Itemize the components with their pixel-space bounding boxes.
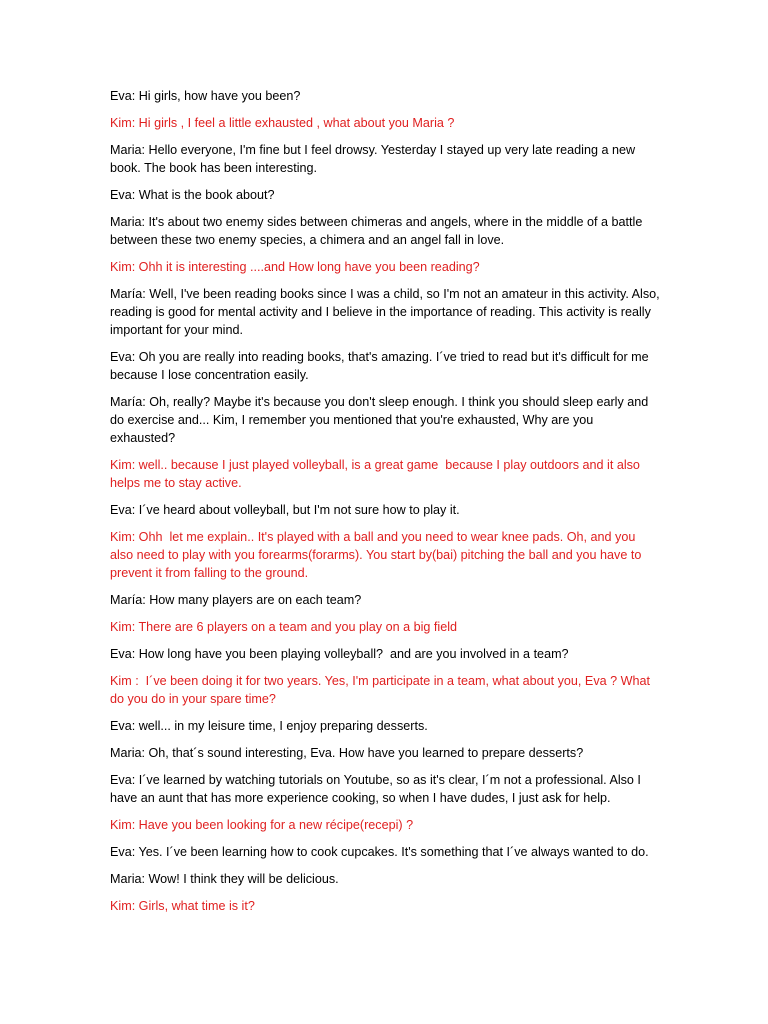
dialogue-line-eva: Eva: Yes. I´ve been learning how to cook cupcakes. It's something that I´ve always wanted to do.	[110, 845, 649, 859]
dialogue-line-kim: Kim: There are 6 players on a team and you play on a big field	[110, 620, 457, 634]
dialogue-line-eva: Eva: Oh you are really into reading books, that's amazing. I´ve tried to read but it's difficult for me because I lose concentration easily.	[110, 350, 653, 382]
dialogue-line-kim: Kim: Have you been looking for a new récipe(recepi) ?	[110, 818, 414, 832]
dialogue-line-eva: Eva: How long have you been playing volleyball? and are you involved in a team?	[110, 647, 569, 661]
dialogue-line-maria: Maria: It's about two enemy sides between chimeras and angels, where in the middle of a battle between these two enemy species, a chimera and an angel fall in love.	[110, 215, 646, 247]
dialogue-line-eva: Eva: Hi girls, how have you been?	[110, 89, 301, 103]
dialogue-line-kim: Kim: Ohh let me explain.. It's played with a ball and you need to wear knee pads. Oh, and you also need to play with you forearms(forarms). You start by(bai) pitching the ball and you have to prevent it from falling to the ground.	[110, 530, 645, 580]
dialogue-line-kim: Kim: Ohh it is interesting ....and How long have you been reading?	[110, 260, 480, 274]
dialogue-line-eva: Eva: What is the book about?	[110, 188, 275, 202]
dialogue-line-eva: Eva: I´ve learned by watching tutorials on Youtube, so as it's clear, I´m not a professional. Also I have an aunt that has more experience cooking, so when I have dudes, I just ask for help.	[110, 773, 645, 805]
dialogue-line-maria: María: How many players are on each team?	[110, 593, 362, 607]
dialogue-line-eva: Eva: I´ve heard about volleyball, but I'm not sure how to play it.	[110, 503, 460, 517]
dialogue-document	[110, 87, 664, 924]
dialogue-line-kim: Kim: well.. because I just played volleyball, is a great game because I play outdoors and it also helps me to stay active.	[110, 458, 644, 490]
dialogue-line-kim: Kim: Girls, what time is it?	[110, 899, 255, 913]
dialogue-line-maria: Maria: Hello everyone, I'm fine but I feel drowsy. Yesterday I stayed up very late reading a new book. The book has been interesting.	[110, 143, 639, 175]
dialogue-line-kim: Kim: Hi girls , I feel a little exhausted , what about you Maria ?	[110, 116, 455, 130]
dialogue-line-kim: Kim : I´ve been doing it for two years. Yes, I'm participate in a team, what about you, Eva ? What do you do in your spare time?	[110, 674, 654, 706]
dialogue-line-maria: Maria: Oh, that´s sound interesting, Eva. How have you learned to prepare desserts?	[110, 746, 584, 760]
dialogue-line-eva: Eva: well... in my leisure time, I enjoy preparing desserts.	[110, 719, 428, 733]
dialogue-line-maria: María: Oh, really? Maybe it's because you don't sleep enough. I think you should sleep early and do exercise and... Kim, I remember you mentioned that you're exhausted, Why are you exhausted?	[110, 395, 652, 445]
dialogue-line-maria: María: Well, I've been reading books since I was a child, so I'm not an amateur in this activity. Also, reading is good for mental activity and I believe in the importance of reading. This activity is really important for your mind.	[110, 287, 664, 337]
dialogue-line-maria: Maria: Wow! I think they will be delicious.	[110, 872, 339, 886]
